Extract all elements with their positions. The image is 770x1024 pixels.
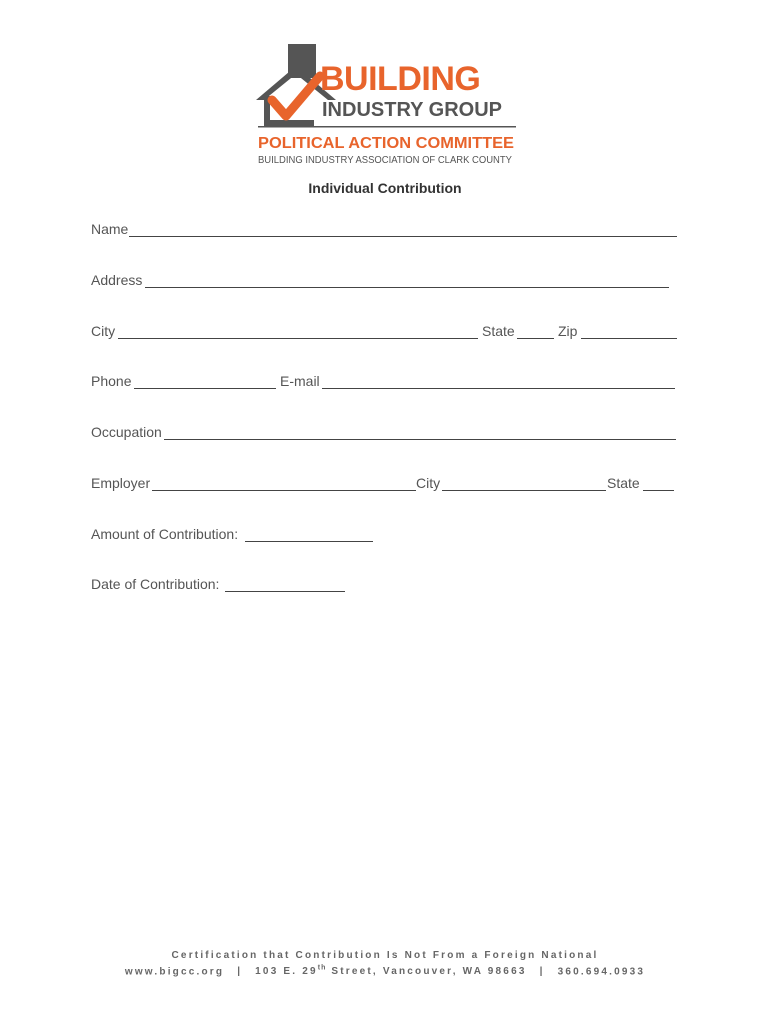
zip-field[interactable] <box>581 338 677 339</box>
name-field[interactable] <box>129 236 677 237</box>
footer-separator-2: | <box>539 966 545 978</box>
address-row <box>91 270 671 290</box>
occupation-label: Occupation <box>91 424 162 440</box>
logo-pac-text: POLITICAL ACTION COMMITTEE <box>258 135 515 152</box>
building-industry-group-logo <box>250 44 520 168</box>
city-field[interactable] <box>118 338 478 339</box>
employer-city-field[interactable] <box>442 490 606 491</box>
amount-field[interactable] <box>245 541 373 542</box>
employer-city-label: City <box>416 475 441 491</box>
phone-email-row <box>91 371 679 391</box>
employer-state-field[interactable] <box>643 490 674 491</box>
chimney-shape <box>288 44 316 78</box>
address-label: Address <box>91 272 143 288</box>
footer-address: 103 E. 29th Street, Vancouver, WA 98663 <box>255 965 527 978</box>
footer-website-link[interactable]: www.bigcc.org <box>124 966 225 978</box>
amount-label: Amount of Contribution: <box>91 526 239 542</box>
employer-field[interactable] <box>152 490 416 491</box>
footer-phone: 360.694.0933 <box>557 966 646 978</box>
employer-label: Employer <box>91 475 151 491</box>
form-title: Individual Contribution <box>308 180 462 196</box>
employer-state-label: State <box>607 475 640 491</box>
address-field[interactable] <box>145 287 669 288</box>
amount-row <box>91 524 391 544</box>
occupation-field[interactable] <box>164 439 676 440</box>
date-row <box>91 574 391 594</box>
logo-building-text: BUILDING <box>320 60 481 98</box>
city-label: City <box>91 323 116 339</box>
email-field[interactable] <box>322 388 675 389</box>
zip-label: Zip <box>558 323 578 339</box>
occupation-row <box>91 422 679 442</box>
footer-certification: Certification that Contribution Is Not From a Foreign National <box>171 950 599 961</box>
footer-contact <box>0 965 770 977</box>
name-row <box>91 219 679 239</box>
state-field[interactable] <box>517 338 554 339</box>
logo-industry-group-text: INDUSTRY GROUP <box>322 99 503 121</box>
footer-separator: | <box>237 966 243 978</box>
state-label: State <box>482 323 515 339</box>
logo-association-text: BUILDING INDUSTRY ASSOCIATION OF CLARK COUNTY <box>258 155 513 166</box>
date-field[interactable] <box>225 591 345 592</box>
date-label: Date of Contribution: <box>91 576 220 592</box>
phone-label: Phone <box>91 373 132 389</box>
city-state-zip-row <box>91 321 679 341</box>
employer-row <box>91 473 679 493</box>
email-label: E-mail <box>280 373 320 389</box>
name-label: Name <box>91 221 129 237</box>
phone-field[interactable] <box>134 388 276 389</box>
